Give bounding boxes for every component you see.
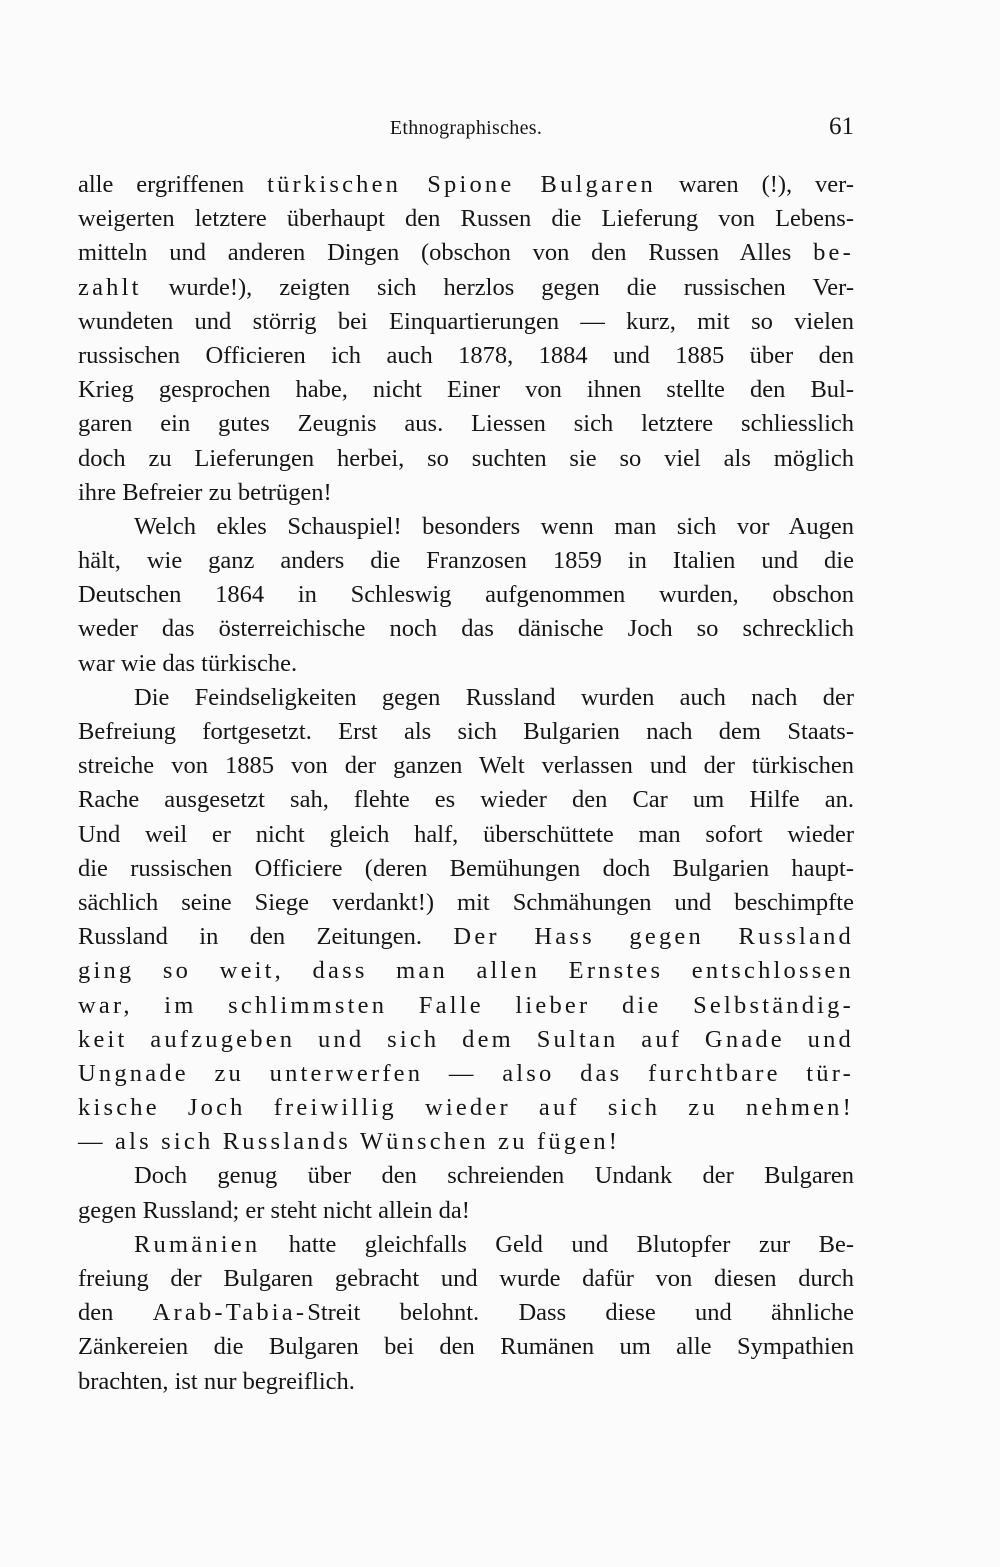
text-line <box>78 1296 854 1330</box>
spaced-emphasis: Der Hass gegen Russland <box>453 923 854 951</box>
text-segment: Und weil er nicht gleich half, überschüttete man sofort wieder <box>78 820 854 848</box>
spaced-emphasis: zahlt <box>78 273 142 301</box>
paragraph <box>78 510 854 681</box>
text-segment: Doch genug über den schreienden Undank der Bulgaren <box>134 1162 854 1190</box>
text-line <box>78 1159 854 1193</box>
text-line <box>78 1057 854 1091</box>
text-segment: russischen Officieren ich auch 1878, 1884 und 1885 über den <box>78 341 854 369</box>
text-line <box>78 818 854 852</box>
text-line <box>78 749 854 783</box>
text-segment: freiung der Bulgaren gebracht und wurde dafür von diesen durch <box>78 1265 854 1292</box>
text-line <box>78 1330 854 1364</box>
spaced-emphasis: Ungnade zu unterwerfen — also das furchtbare tür- <box>78 1059 854 1087</box>
text-line <box>78 612 854 646</box>
text-line <box>78 271 854 305</box>
body-text <box>78 168 854 1399</box>
text-segment: war wie das türkische. <box>78 649 298 677</box>
spaced-emphasis: kische Joch freiwillig wieder auf sich zu nehmen! <box>78 1094 854 1122</box>
text-line <box>78 783 854 817</box>
text-segment: hält, wie ganz anders die Franzosen 1859 in Italien und die <box>78 547 854 575</box>
text-line <box>78 544 854 578</box>
text-line <box>78 442 854 476</box>
text-segment: mitteln und anderen Dingen (obschon von den Russen Alles <box>78 239 814 267</box>
text-line <box>78 373 854 407</box>
text-line <box>78 510 854 544</box>
text-segment: den <box>78 1299 153 1327</box>
text-line <box>78 305 854 339</box>
text-line <box>78 1023 854 1057</box>
text-segment: streiche von 1885 von der ganzen Welt verlassen und der türkischen <box>78 752 854 780</box>
text-line <box>78 954 854 988</box>
text-line <box>78 1125 854 1159</box>
text-segment: Die Feindseligkeiten gegen Russland wurden auch nach der <box>134 683 854 711</box>
text-line <box>78 476 854 510</box>
text-segment: gegen Russland; er steht nicht allein da! <box>78 1196 470 1224</box>
text-line <box>78 852 854 886</box>
text-segment: Zänkereien die Bulgaren bei den Rumänen um alle Sympathien <box>78 1333 854 1361</box>
text-segment: garen ein gutes Zeugnis aus. Liessen sich letztere schliesslich <box>78 410 854 438</box>
text-segment: weder das österreichische noch das dänische Joch so schrecklich <box>78 615 854 643</box>
spaced-emphasis: be- <box>813 239 854 267</box>
text-line <box>78 1228 854 1262</box>
text-segment: brachten, ist nur begreiflich. <box>78 1367 355 1395</box>
text-segment: die russischen Officiere (deren Bemühungen doch Bulgarien haupt- <box>78 854 854 882</box>
text-segment: wurde!), zeigten sich herzlos gegen die russischen Ver- <box>141 273 854 301</box>
text-segment: doch zu Lieferungen herbei, so suchten sie so viel als möglich <box>78 444 854 472</box>
spaced-emphasis: Arab-Tabia- <box>152 1299 308 1327</box>
text-line <box>78 647 854 681</box>
text-line <box>78 236 854 270</box>
paragraph <box>78 168 854 510</box>
text-segment: Welch ekles Schauspiel! besonders wenn man sich vor Augen <box>134 512 854 540</box>
text-segment: Streit belohnt. Dass diese und ähnliche <box>307 1299 855 1327</box>
running-title: Ethnographisches. <box>389 117 543 139</box>
text-line <box>78 681 854 715</box>
text-line <box>78 1365 854 1399</box>
spaced-emphasis: keit aufzugeben und sich dem Sultan auf Gnade und <box>78 1025 854 1053</box>
text-segment: Befreiung fortgesetzt. Erst als sich Bulgarien nach dem Staats- <box>78 718 854 745</box>
text-line <box>78 407 854 441</box>
text-segment: ihre Befreier zu betrügen! <box>78 478 332 506</box>
paragraph <box>78 681 854 1160</box>
text-line <box>78 1194 854 1228</box>
text-segment: Russland in den Zeitungen. <box>78 923 454 951</box>
page-number: 61 <box>829 113 854 140</box>
spaced-emphasis: türkischen Spione Bulgaren <box>267 171 656 198</box>
text-segment: Krieg gesprochen habe, nicht Einer von ihnen stellte den Bul- <box>78 376 854 404</box>
text-line <box>78 578 854 612</box>
text-segment: sächlich seine Siege verdankt!) mit Schmähungen und beschimpfte <box>78 888 854 916</box>
spaced-emphasis: war, im schlimmsten Falle lieber die Selbständig- <box>78 991 854 1019</box>
text-line <box>78 920 854 954</box>
spaced-emphasis: ging so weit, dass man allen Ernstes entschlossen <box>78 957 854 985</box>
paragraph <box>78 1159 854 1227</box>
text-segment: weigerten letztere überhaupt den Russen die Lieferung von Lebens- <box>78 205 854 233</box>
spaced-emphasis: Rumänien <box>134 1230 261 1258</box>
paragraph <box>78 1228 854 1399</box>
text-line <box>78 168 854 202</box>
text-line <box>78 339 854 373</box>
text-segment: alle ergriffenen <box>78 171 268 198</box>
text-line <box>78 715 854 749</box>
text-line <box>78 202 854 236</box>
text-segment: Deutschen 1864 in Schleswig aufgenommen wurden, obschon <box>78 581 854 609</box>
text-segment: wundeten und störrig bei Einquartierungen — kurz, mit so vielen <box>78 307 854 335</box>
text-line <box>78 1262 854 1296</box>
text-segment: Rache ausgesetzt sah, flehte es wieder den Car um Hilfe an. <box>78 786 854 814</box>
text-segment: hatte gleichfalls Geld und Blutopfer zur Be- <box>260 1230 854 1258</box>
text-line <box>78 886 854 920</box>
text-line <box>78 989 854 1023</box>
spaced-emphasis: — als sich Russlands Wünschen zu fügen! <box>78 1128 621 1156</box>
text-line <box>78 1091 854 1125</box>
page-header <box>78 113 854 147</box>
text-segment: waren (!), ver- <box>655 171 855 198</box>
